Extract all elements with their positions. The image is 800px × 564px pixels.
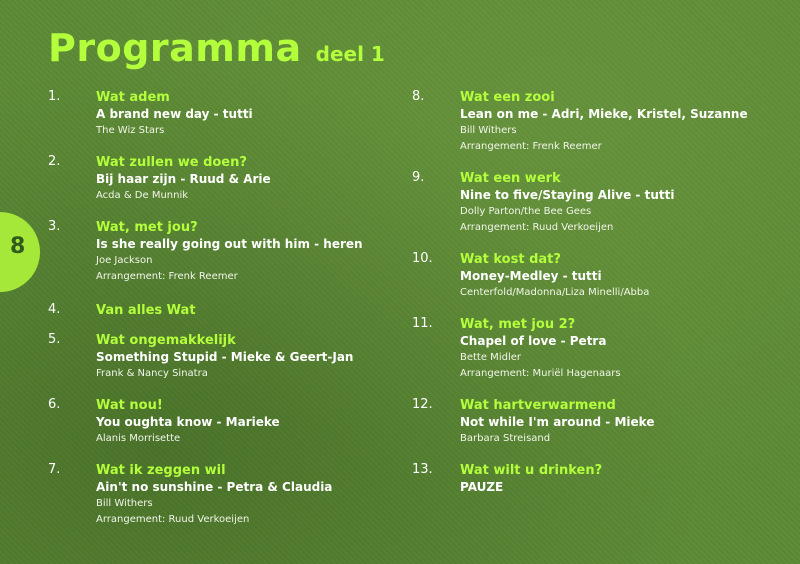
- item-number: 13.: [412, 462, 433, 477]
- item-heading: Wat kost dat?: [460, 252, 561, 267]
- program-column-right: [412, 89, 752, 496]
- item-heading: Wat een werk: [460, 171, 561, 186]
- item-song: PAUZE: [460, 480, 504, 494]
- program-item: [48, 332, 388, 382]
- item-detail: Arrangement: Ruud Verkoeijen: [96, 514, 250, 525]
- item-detail: Barbara Streisand: [460, 433, 551, 444]
- item-heading: Wat, met jou?: [96, 220, 198, 235]
- item-detail: Dolly Parton/the Bee Gees: [460, 206, 592, 217]
- item-number: 7.: [48, 462, 61, 477]
- item-heading: Wat wilt u drinken?: [460, 463, 603, 478]
- item-detail: Centerfold/Madonna/Liza Minelli/Abba: [460, 287, 650, 298]
- item-song: Not while I'm around - Mieke: [460, 415, 655, 429]
- item-detail: Arrangement: Frenk Reemer: [460, 141, 602, 152]
- item-number: 9.: [412, 170, 425, 185]
- program-item: [48, 397, 388, 447]
- program-item: [412, 316, 752, 382]
- item-detail: Arrangement: Ruud Verkoeijen: [460, 222, 614, 233]
- program-item: [412, 170, 752, 236]
- item-song: You oughta know - Marieke: [96, 415, 280, 429]
- program-item: [412, 89, 752, 155]
- program-item: [48, 89, 388, 139]
- title-sub: deel 1: [315, 42, 385, 66]
- item-heading: Wat nou!: [96, 398, 163, 413]
- item-detail: Frank & Nancy Sinatra: [96, 368, 208, 379]
- item-number: 10.: [412, 251, 433, 266]
- item-number: 4.: [48, 302, 61, 317]
- item-number: 2.: [48, 154, 61, 169]
- item-number: 11.: [412, 316, 433, 331]
- item-detail: Bill Withers: [96, 498, 153, 509]
- item-detail: Alanis Morrisette: [96, 433, 181, 444]
- item-heading: Van alles Wat: [96, 303, 196, 318]
- item-detail: Bill Withers: [460, 125, 517, 136]
- item-detail: Arrangement: Frenk Reemer: [96, 271, 238, 282]
- item-heading: Wat ik zeggen wil: [96, 463, 226, 478]
- item-heading: Wat zullen we doen?: [96, 155, 247, 170]
- program-item: [412, 251, 752, 301]
- item-detail: Arrangement: Muriël Hagenaars: [460, 368, 621, 379]
- item-song: Ain't no sunshine - Petra & Claudia: [96, 480, 333, 494]
- program-item: [412, 462, 752, 496]
- program-item: [48, 302, 388, 319]
- program-item: [48, 154, 388, 204]
- item-song: A brand new day - tutti: [96, 107, 253, 121]
- item-song: Nine to five/Staying Alive - tutti: [460, 188, 675, 202]
- item-heading: Wat ongemakkelijk: [96, 333, 236, 348]
- item-detail: Joe Jackson: [96, 255, 153, 266]
- item-song: Is she really going out with him - heren: [96, 237, 363, 251]
- program-item: [48, 219, 388, 285]
- item-song: Bij haar zijn - Ruud & Arie: [96, 172, 271, 186]
- item-song: Something Stupid - Mieke & Geert-Jan: [96, 350, 354, 364]
- item-number: 8.: [412, 89, 425, 104]
- item-heading: Wat een zooi: [460, 90, 555, 105]
- item-detail: The Wiz Stars: [96, 125, 165, 136]
- item-number: 5.: [48, 332, 61, 347]
- item-heading: Wat, met jou 2?: [460, 317, 576, 332]
- item-song: Chapel of love - Petra: [460, 334, 607, 348]
- item-detail: Bette Midler: [460, 352, 521, 363]
- item-song: Money-Medley - tutti: [460, 269, 602, 283]
- program-item: [48, 462, 388, 528]
- item-heading: Wat hartverwarmend: [460, 398, 616, 413]
- item-number: 6.: [48, 397, 61, 412]
- title-main: Programma: [48, 26, 302, 70]
- item-detail: Acda & De Munnik: [96, 190, 189, 201]
- program-column-left: [48, 89, 388, 528]
- program-title: [48, 26, 385, 70]
- item-number: 1.: [48, 89, 61, 104]
- item-number: 12.: [412, 397, 433, 412]
- item-number: 3.: [48, 219, 61, 234]
- item-heading: Wat adem: [96, 90, 170, 105]
- page-number: 8: [10, 234, 26, 259]
- item-song: Lean on me - Adri, Mieke, Kristel, Suzanne: [460, 107, 748, 121]
- program-item: [412, 397, 752, 447]
